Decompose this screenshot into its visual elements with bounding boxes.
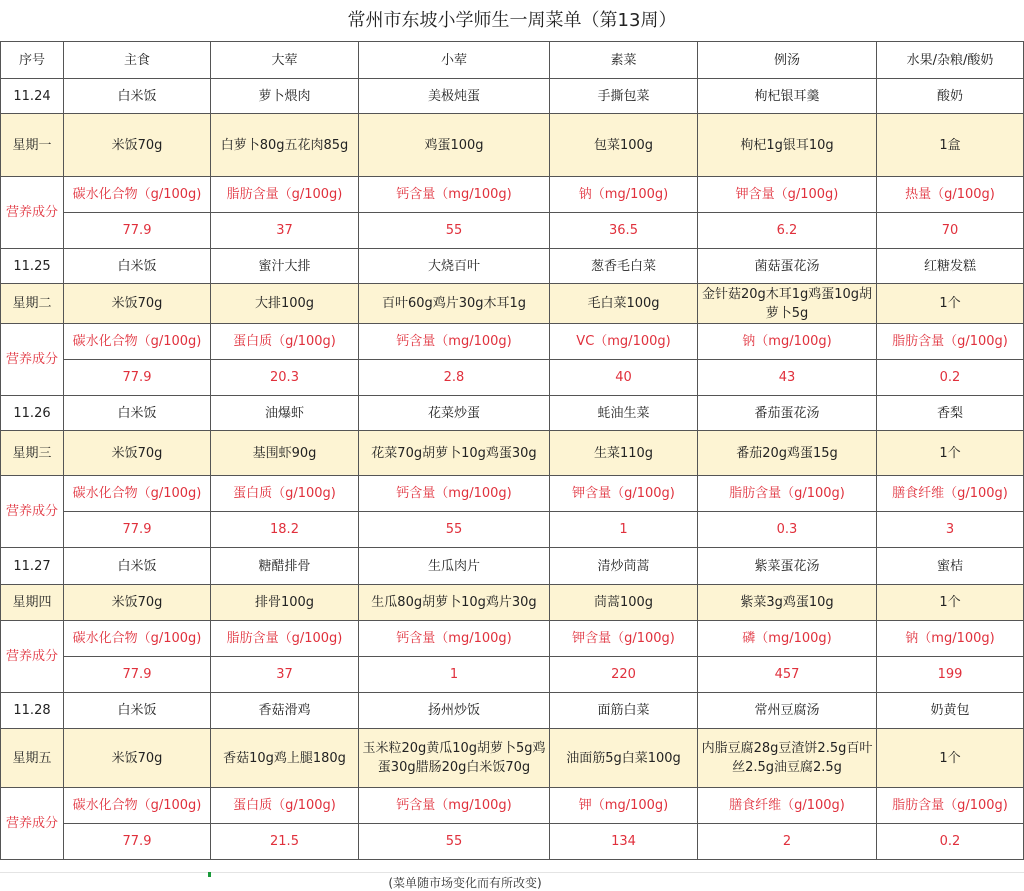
nutrient-name-cell: 脂肪含量（g/100g) [211, 621, 359, 657]
nutrient-value-cell: 2 [698, 824, 877, 860]
date-cell: 11.25 [1, 249, 64, 284]
nutrient-name-cell: 脂肪含量（g/100g) [211, 177, 359, 213]
dish-cell: 手撕包菜 [550, 79, 698, 114]
footer-note: (菜单随市场变化而有所改变) [388, 876, 542, 890]
weekday-cell: 星期四 [1, 585, 64, 621]
nutrient-value-cell: 77.9 [64, 512, 211, 548]
dish-cell: 番茄蛋花汤 [698, 396, 877, 431]
dish-cell: 酸奶 [877, 79, 1024, 114]
nutrient-name-cell: 钾含量（g/100g) [698, 177, 877, 213]
ingredient-cell: 花菜70g胡萝卜10g鸡蛋30g [359, 431, 550, 476]
nutrient-value-cell: 0.2 [877, 824, 1024, 860]
date-cell: 11.28 [1, 693, 64, 729]
dish-cell: 白米饭 [64, 548, 211, 585]
nutrient-name-cell: 磷（mg/100g) [698, 621, 877, 657]
nutrition-label-cell: 营养成分 [1, 621, 64, 693]
ingredient-cell: 米饭70g [64, 284, 211, 324]
nutrient-name-cell: 脂肪含量（g/100g) [698, 476, 877, 512]
ingredient-cell: 1个 [877, 729, 1024, 788]
dish-cell: 枸杞银耳羹 [698, 79, 877, 114]
ingredient-cell: 大排100g [211, 284, 359, 324]
ingredient-cell: 米饭70g [64, 114, 211, 177]
column-header: 例汤 [698, 42, 877, 79]
nutrient-label-row [1, 621, 1024, 657]
nutrient-value-cell: 6.2 [698, 213, 877, 249]
ingredient-row [1, 114, 1024, 177]
nutrient-value-cell: 18.2 [211, 512, 359, 548]
column-header: 主食 [64, 42, 211, 79]
nutrient-label-row [1, 476, 1024, 512]
ingredient-cell: 1个 [877, 284, 1024, 324]
ingredient-cell: 枸杞1g银耳10g [698, 114, 877, 177]
cell-corner-marker [208, 872, 211, 877]
column-header: 序号 [1, 42, 64, 79]
date-cell: 11.26 [1, 396, 64, 431]
nutrient-value-cell: 3 [877, 512, 1024, 548]
nutrient-name-cell: 膳食纤维（g/100g) [877, 476, 1024, 512]
column-header: 大荤 [211, 42, 359, 79]
dish-cell: 常州豆腐汤 [698, 693, 877, 729]
nutrient-value-cell: 1 [550, 512, 698, 548]
nutrient-value-cell: 0.2 [877, 360, 1024, 396]
dish-cell: 紫菜蛋花汤 [698, 548, 877, 585]
footer [0, 858, 1024, 890]
nutrient-value-cell: 36.5 [550, 213, 698, 249]
ingredient-row [1, 585, 1024, 621]
nutrient-name-cell: 钙含量（mg/100g) [359, 476, 550, 512]
nutrient-value-row [1, 360, 1024, 396]
dish-cell: 白米饭 [64, 396, 211, 431]
nutrient-name-cell: 碳水化合物（g/100g) [64, 621, 211, 657]
page-title: 常州市东坡小学师生一周菜单（第13周） [347, 10, 677, 31]
nutrient-value-cell: 77.9 [64, 824, 211, 860]
nutrient-value-cell: 77.9 [64, 213, 211, 249]
column-header: 素菜 [550, 42, 698, 79]
nutrient-value-row [1, 657, 1024, 693]
nutrient-name-cell: 脂肪含量（g/100g) [877, 788, 1024, 824]
nutrient-name-cell: 钙含量（mg/100g) [359, 788, 550, 824]
dish-cell: 白米饭 [64, 79, 211, 114]
nutrient-value-cell: 40 [550, 360, 698, 396]
ingredient-cell: 金针菇20g木耳1g鸡蛋10g胡萝卜5g [698, 284, 877, 324]
dish-cell: 美极炖蛋 [359, 79, 550, 114]
nutrient-value-cell: 77.9 [64, 360, 211, 396]
menu-table [0, 41, 1024, 860]
nutrient-name-cell: VC（mg/100g) [550, 324, 698, 360]
dish-cell: 蜜桔 [877, 548, 1024, 585]
nutrient-name-cell: 钠（mg/100g) [698, 324, 877, 360]
nutrient-label-row [1, 324, 1024, 360]
column-header: 小荤 [359, 42, 550, 79]
empty-grid-row [0, 858, 1024, 873]
ingredient-cell: 茼蒿100g [550, 585, 698, 621]
ingredient-cell: 生瓜80g胡萝卜10g鸡片30g [359, 585, 550, 621]
ingredient-cell: 油面筋5g白菜100g [550, 729, 698, 788]
nutrient-name-cell: 热量（g/100g) [877, 177, 1024, 213]
nutrient-name-cell: 蛋白质（g/100g) [211, 788, 359, 824]
nutrient-name-cell: 蛋白质（g/100g) [211, 476, 359, 512]
nutrient-value-cell: 77.9 [64, 657, 211, 693]
ingredient-cell: 白萝卜80g五花肉85g [211, 114, 359, 177]
ingredient-cell: 米饭70g [64, 729, 211, 788]
nutrient-value-row [1, 512, 1024, 548]
column-header: 水果/杂粮/酸奶 [877, 42, 1024, 79]
nutrient-name-cell: 钙含量（mg/100g) [359, 177, 550, 213]
nutrient-name-cell: 碳水化合物（g/100g) [64, 476, 211, 512]
dish-cell: 生瓜肉片 [359, 548, 550, 585]
dish-row [1, 548, 1024, 585]
dish-cell: 白米饭 [64, 249, 211, 284]
ingredient-cell: 番茄20g鸡蛋15g [698, 431, 877, 476]
nutrient-name-cell: 碳水化合物（g/100g) [64, 177, 211, 213]
nutrient-value-cell: 2.8 [359, 360, 550, 396]
header-row [1, 42, 1024, 79]
nutrient-value-cell: 55 [359, 213, 550, 249]
dish-cell: 扬州炒饭 [359, 693, 550, 729]
nutrient-value-cell: 0.3 [698, 512, 877, 548]
nutrient-value-cell: 20.3 [211, 360, 359, 396]
dish-cell: 蚝油生菜 [550, 396, 698, 431]
nutrient-value-cell: 55 [359, 824, 550, 860]
ingredient-cell: 生菜110g [550, 431, 698, 476]
nutrient-name-cell: 钠（mg/100g) [877, 621, 1024, 657]
ingredient-row [1, 431, 1024, 476]
nutrient-value-row [1, 824, 1024, 860]
ingredient-row [1, 284, 1024, 324]
nutrition-label-cell: 营养成分 [1, 476, 64, 548]
nutrient-value-cell: 43 [698, 360, 877, 396]
weekday-cell: 星期五 [1, 729, 64, 788]
ingredient-cell: 排骨100g [211, 585, 359, 621]
nutrient-value-cell: 55 [359, 512, 550, 548]
ingredient-cell: 包菜100g [550, 114, 698, 177]
dish-cell: 香菇滑鸡 [211, 693, 359, 729]
ingredient-row [1, 729, 1024, 788]
dish-cell: 奶黄包 [877, 693, 1024, 729]
dish-cell: 萝卜煨肉 [211, 79, 359, 114]
ingredient-cell: 米饭70g [64, 431, 211, 476]
ingredient-cell: 米饭70g [64, 585, 211, 621]
ingredient-cell: 1盒 [877, 114, 1024, 177]
date-cell: 11.24 [1, 79, 64, 114]
nutrient-name-cell: 脂肪含量（g/100g) [877, 324, 1024, 360]
nutrient-value-cell: 1 [359, 657, 550, 693]
dish-cell: 葱香毛白菜 [550, 249, 698, 284]
dish-row [1, 693, 1024, 729]
nutrient-value-cell: 199 [877, 657, 1024, 693]
date-cell: 11.27 [1, 548, 64, 585]
dish-row [1, 396, 1024, 431]
nutrient-value-cell: 220 [550, 657, 698, 693]
nutrient-name-cell: 钠（mg/100g) [550, 177, 698, 213]
nutrient-name-cell: 钾含量（g/100g) [550, 476, 698, 512]
dish-cell: 红糖发糕 [877, 249, 1024, 284]
nutrient-name-cell: 蛋白质（g/100g) [211, 324, 359, 360]
weekday-cell: 星期二 [1, 284, 64, 324]
nutrient-value-cell: 457 [698, 657, 877, 693]
nutrient-name-cell: 钾含量（g/100g) [550, 621, 698, 657]
nutrient-value-cell: 37 [211, 213, 359, 249]
dish-row [1, 79, 1024, 114]
weekday-cell: 星期一 [1, 114, 64, 177]
ingredient-cell: 毛白菜100g [550, 284, 698, 324]
dish-cell: 糖醋排骨 [211, 548, 359, 585]
dish-cell: 大烧百叶 [359, 249, 550, 284]
nutrient-name-cell: 钙含量（mg/100g) [359, 324, 550, 360]
nutrition-label-cell: 营养成分 [1, 324, 64, 396]
nutrient-name-cell: 碳水化合物（g/100g) [64, 788, 211, 824]
ingredient-cell: 内脂豆腐28g豆渣饼2.5g百叶丝2.5g油豆腐2.5g [698, 729, 877, 788]
nutrient-value-cell: 134 [550, 824, 698, 860]
nutrition-label-cell: 营养成分 [1, 177, 64, 249]
ingredient-cell: 鸡蛋100g [359, 114, 550, 177]
nutrient-label-row [1, 177, 1024, 213]
dish-row [1, 249, 1024, 284]
dish-cell: 香梨 [877, 396, 1024, 431]
nutrient-value-cell: 70 [877, 213, 1024, 249]
nutrient-value-row [1, 213, 1024, 249]
dish-cell: 蜜汁大排 [211, 249, 359, 284]
dish-cell: 白米饭 [64, 693, 211, 729]
ingredient-cell: 基围虾90g [211, 431, 359, 476]
nutrient-name-cell: 碳水化合物（g/100g) [64, 324, 211, 360]
dish-cell: 花菜炒蛋 [359, 396, 550, 431]
dish-cell: 菌菇蛋花汤 [698, 249, 877, 284]
ingredient-cell: 百叶60g鸡片30g木耳1g [359, 284, 550, 324]
weekday-cell: 星期三 [1, 431, 64, 476]
ingredient-cell: 1个 [877, 585, 1024, 621]
nutrient-value-cell: 21.5 [211, 824, 359, 860]
dish-cell: 油爆虾 [211, 396, 359, 431]
dish-cell: 清炒茼蒿 [550, 548, 698, 585]
nutrient-value-cell: 37 [211, 657, 359, 693]
ingredient-cell: 紫菜3g鸡蛋10g [698, 585, 877, 621]
ingredient-cell: 香菇10g鸡上腿180g [211, 729, 359, 788]
dish-cell: 面筋白菜 [550, 693, 698, 729]
ingredient-cell: 玉米粒20g黄瓜10g胡萝卜5g鸡蛋30g腊肠20g白米饭70g [359, 729, 550, 788]
nutrition-label-cell: 营养成分 [1, 788, 64, 860]
ingredient-cell: 1个 [877, 431, 1024, 476]
nutrient-name-cell: 膳食纤维（g/100g) [698, 788, 877, 824]
nutrient-label-row [1, 788, 1024, 824]
nutrient-name-cell: 钾（mg/100g) [550, 788, 698, 824]
nutrient-name-cell: 钙含量（mg/100g) [359, 621, 550, 657]
